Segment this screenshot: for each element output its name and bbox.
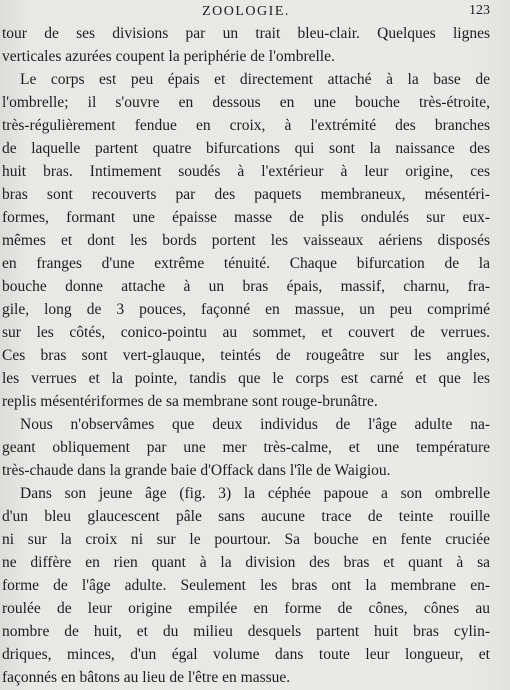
text-line: verticales azurées coupent la periphérie de l'ombrelle. [2,48,335,65]
paragraph [2,482,490,689]
text-line: d'un bleu glaucescent pâle sans aucune trace de teinte rouille [2,508,490,525]
paragraph [2,413,490,482]
body-text [2,22,490,689]
text-line: bouche donne attache à un bras épais, massif, charnu, fra- [2,278,490,295]
paragraph [2,68,490,413]
text-line: l'ombrelle; il s'ouvre en dessous en une bouche très-étroite, [2,94,490,111]
text-line: en franges d'une extrême ténuité. Chaque bifurcation de la [2,255,490,272]
running-head [2,0,490,22]
text-line: Dans son jeune âge (fig. 3) la céphée papoue a son ombrelle [20,485,490,502]
page-number: 123 [469,3,490,18]
text-line: ni sur la croix ni sur le pourtour. Sa bouche en fente cruciée [2,531,490,548]
text-line: forme de l'âge adulte. Seulement les bras ont la membrane en- [2,577,490,594]
text-line: roulée de leur origine empilée en forme de cônes, cônes au [2,600,490,617]
text-line: bras sont recouverts par des paquets membraneux, mésentéri- [2,186,490,203]
text-line: très-régulièrement fendue en croix, à l'extrémité des branches [2,117,490,134]
text-line: Le corps est peu épais et directement attaché à la base de [20,71,490,88]
text-line: tour de ses divisions par un trait bleu-clair. Quelques lignes [2,25,490,42]
text-line: Ces bras sont vert-glauque, teintés de rougeâtre sur les angles, [2,347,490,364]
text-line: ne diffère en rien quant à la division des bras et quant à sa [2,554,490,571]
text-line: sur les côtés, conico-pointu au sommet, et couvert de verrues. [2,324,490,341]
text-line: Nous n'observâmes que deux individus de l'âge adulte na- [20,416,490,433]
text-line: très-chaude dans la grande baie d'Offack dans l'île de Waigiou. [2,462,391,479]
text-line: geant obliquement par une mer très-calme, et une température [2,439,490,456]
text-line: formes, formant une épaisse masse de plis ondulés sur eux- [2,209,490,226]
text-line: les verrues et la pointe, tandis que le corps est carné et que les [2,370,490,387]
text-line: mêmes et dont les bords portent les vaisseaux aériens disposés [2,232,490,249]
text-line: façonnés en bâtons au lieu de l'être en massue. [2,669,291,686]
paragraph [2,22,490,68]
text-line: driques, minces, d'un égal volume dans toute leur longueur, et [2,646,490,663]
text-line: de laquelle partent quatre bifurcations qui sont la naissance des [2,140,490,157]
text-line: gile, long de 3 pouces, façonné en massue, un peu comprimé [2,301,490,318]
text-line: nombre de huit, et du milieu desquels partent huit bras cylin- [2,623,490,640]
text-line: replis mésentériformes de sa membrane sont rouge-brunâtre. [2,393,378,410]
running-title: ZOOLOGIE. [202,4,290,19]
text-line: huit bras. Intimement soudés à l'extérieur à leur origine, ces [2,163,490,180]
